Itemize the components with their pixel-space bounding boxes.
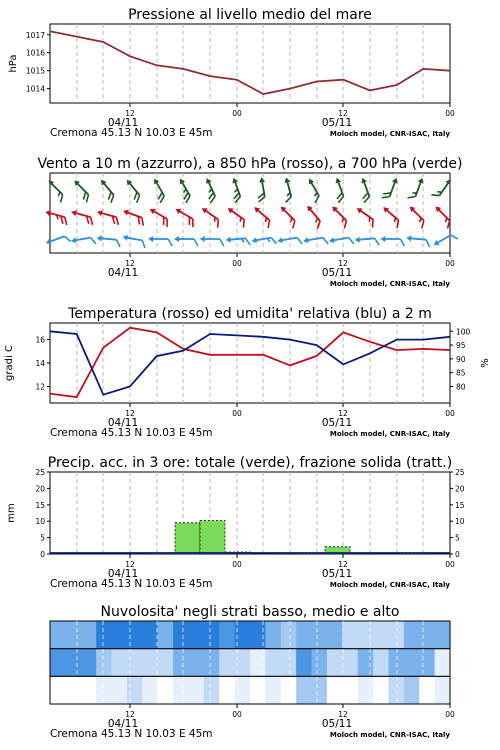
plot-frame bbox=[50, 24, 450, 103]
y2-tick-label: 25 bbox=[455, 468, 465, 477]
model-credit: Moloch model, CNR-ISAC, Italy bbox=[329, 130, 450, 138]
cloud-cell bbox=[358, 676, 374, 704]
cloud-cell bbox=[358, 649, 374, 677]
wind-barb bbox=[431, 204, 455, 228]
cloud-cell bbox=[296, 621, 312, 649]
cloud-cell bbox=[158, 621, 174, 649]
cloud-cell bbox=[265, 649, 281, 677]
date-label: 04/11 bbox=[107, 718, 139, 730]
barb-shaft bbox=[127, 238, 143, 241]
y-tick-label: 0 bbox=[40, 550, 45, 559]
cloud-cell bbox=[142, 676, 158, 704]
barb-shaft bbox=[179, 211, 193, 219]
chart-title: Temperatura (rosso) ed umidita' relativa (blu) a 2 m bbox=[68, 306, 432, 322]
x-tick-label: 00 bbox=[232, 710, 242, 719]
barb-head bbox=[174, 206, 181, 214]
cloud-cell bbox=[65, 676, 81, 704]
cloud-cell bbox=[204, 649, 220, 677]
cloud-cell bbox=[435, 676, 451, 704]
barb-shaft bbox=[410, 238, 426, 239]
barb-feather bbox=[426, 240, 431, 247]
cloud-cell bbox=[127, 621, 143, 649]
cloud-cell bbox=[265, 676, 281, 704]
barb-feather bbox=[431, 192, 439, 199]
barb-head bbox=[392, 177, 399, 184]
cloud-cell bbox=[50, 621, 66, 649]
chart-title: Nuvolosita' negli strati basso, medio e alto bbox=[100, 604, 400, 620]
pressure-line bbox=[50, 31, 450, 94]
wind-barb bbox=[96, 235, 121, 247]
location-label: Cremona 45.13 N 10.03 E 45m bbox=[50, 578, 213, 590]
barb-head bbox=[380, 236, 385, 242]
x-tick-label: 12 bbox=[338, 560, 348, 569]
cloud-cell bbox=[112, 621, 128, 649]
barb-shaft bbox=[415, 181, 420, 196]
y2-tick-label: 80 bbox=[456, 382, 466, 392]
wind-barb bbox=[148, 177, 169, 203]
cloud-cell bbox=[373, 649, 389, 677]
cloud-cell bbox=[388, 676, 404, 704]
barb-shaft bbox=[205, 210, 218, 219]
model-credit: Moloch model, CNR-ISAC, Italy bbox=[329, 430, 450, 438]
cloud-cell bbox=[296, 676, 312, 704]
wind-barb bbox=[380, 236, 404, 246]
y2-tick-label: 15 bbox=[455, 500, 465, 510]
barb-shaft bbox=[413, 209, 424, 220]
barb-feather bbox=[89, 217, 95, 225]
date-label: 04/11 bbox=[107, 267, 139, 279]
barb-head bbox=[148, 236, 153, 242]
barb-head bbox=[70, 209, 76, 216]
plot-frame bbox=[50, 323, 450, 403]
barb-feather bbox=[189, 219, 196, 227]
y-tick-label: 1014 bbox=[25, 84, 45, 94]
cloud-cell bbox=[404, 621, 420, 649]
wind-barb bbox=[227, 177, 245, 203]
wind-barb bbox=[121, 208, 147, 226]
cloud-cell bbox=[312, 676, 328, 704]
cloud-cell bbox=[419, 621, 435, 649]
cloud-cell bbox=[142, 649, 158, 677]
barb-head bbox=[96, 209, 102, 216]
barb-feather bbox=[375, 238, 380, 245]
cloud-cell bbox=[50, 676, 66, 704]
barb-feather bbox=[246, 238, 251, 245]
wind-barb bbox=[353, 206, 378, 228]
y2-tick-label: 95 bbox=[456, 341, 466, 351]
cloud-cell bbox=[158, 649, 174, 677]
cloud-cell bbox=[204, 621, 220, 649]
barb-shaft bbox=[311, 182, 319, 196]
date-label: 04/11 bbox=[107, 417, 139, 429]
barb-head bbox=[122, 208, 129, 215]
wind-barb bbox=[69, 209, 95, 225]
wind-barb bbox=[121, 178, 144, 203]
barb-feather bbox=[323, 237, 328, 245]
wind-barb bbox=[45, 232, 71, 250]
cloud-cell bbox=[188, 649, 204, 677]
panel-temperature-humidity bbox=[4, 306, 491, 439]
x-tick-label: 12 bbox=[125, 109, 135, 118]
barb-shaft bbox=[284, 209, 295, 220]
x-tick-label: 00 bbox=[445, 710, 455, 719]
cloud-cell bbox=[296, 649, 312, 677]
barb-head bbox=[334, 177, 341, 184]
wind-barb bbox=[354, 235, 379, 247]
x-tick-label: 00 bbox=[232, 109, 242, 118]
cloud-cell bbox=[204, 676, 220, 704]
wind-barb bbox=[327, 204, 351, 228]
cloud-cell bbox=[373, 621, 389, 649]
cloud-cell bbox=[373, 676, 389, 704]
y2-tick-label: 0 bbox=[455, 550, 460, 559]
barb-shaft bbox=[437, 235, 451, 243]
barb-shaft bbox=[359, 238, 375, 239]
date-label: 05/11 bbox=[321, 568, 353, 580]
barb-shaft bbox=[103, 183, 113, 195]
cloud-cell bbox=[419, 649, 435, 677]
barb-feather bbox=[285, 197, 293, 203]
barb-feather bbox=[141, 240, 146, 248]
barb-shaft bbox=[51, 183, 62, 194]
barb-feather bbox=[115, 217, 121, 225]
wind-barb bbox=[303, 177, 324, 203]
panel-cloud-cover bbox=[50, 604, 455, 740]
barb-feather bbox=[220, 239, 224, 246]
date-label: 04/11 bbox=[107, 568, 139, 580]
x-tick-label: 12 bbox=[125, 259, 135, 268]
panel-wind bbox=[37, 156, 462, 288]
x-tick-label: 12 bbox=[338, 109, 348, 118]
wind-barb bbox=[408, 175, 426, 201]
wind-barb bbox=[302, 204, 325, 229]
cloud-cell bbox=[327, 621, 343, 649]
y2-tick-label: 90 bbox=[456, 354, 466, 364]
date-label: 05/11 bbox=[321, 417, 353, 429]
x-tick-label: 00 bbox=[445, 109, 455, 118]
cloud-cell bbox=[127, 649, 143, 677]
model-credit: Moloch model, CNR-ISAC, Italy bbox=[329, 280, 450, 288]
barb-shaft bbox=[360, 210, 373, 219]
cloud-cell bbox=[188, 676, 204, 704]
cloud-cell bbox=[419, 676, 435, 704]
barb-feather bbox=[400, 239, 404, 246]
barb-feather bbox=[315, 221, 323, 229]
y2-axis-label: % bbox=[480, 358, 491, 368]
cloud-cell bbox=[281, 649, 297, 677]
wind-barb bbox=[405, 204, 429, 228]
date-label: 05/11 bbox=[321, 267, 353, 279]
x-tick-label: 12 bbox=[338, 259, 348, 268]
wind-barb bbox=[174, 236, 198, 246]
wind-barb bbox=[44, 178, 68, 202]
x-tick-label: 12 bbox=[338, 409, 348, 418]
cloud-cell bbox=[173, 649, 189, 677]
wind-barb bbox=[96, 178, 119, 203]
barb-head bbox=[328, 237, 334, 244]
cloud-cell bbox=[435, 649, 451, 677]
barb-feather bbox=[65, 235, 71, 243]
x-tick-label: 12 bbox=[125, 409, 135, 418]
barb-shaft bbox=[231, 210, 244, 219]
cloud-cell bbox=[219, 649, 235, 677]
location-label: Cremona 45.13 N 10.03 E 45m bbox=[50, 127, 213, 139]
y2-tick-label: 5 bbox=[455, 533, 460, 543]
cloud-cell bbox=[96, 621, 112, 649]
cloud-cell bbox=[327, 676, 343, 704]
barb-head bbox=[200, 236, 205, 242]
chart-title: Precip. acc. in 3 ore: totale (verde), frazione solida (tratt.) bbox=[47, 455, 453, 471]
wind-barb bbox=[121, 234, 146, 248]
wind-barb bbox=[379, 205, 404, 228]
cloud-cell bbox=[281, 621, 297, 649]
wind-barb bbox=[174, 177, 195, 203]
barb-feather bbox=[408, 194, 416, 200]
barb-head bbox=[360, 177, 367, 184]
cloud-cell bbox=[81, 649, 97, 677]
barb-head bbox=[432, 240, 439, 248]
cloud-cell bbox=[404, 649, 420, 677]
model-credit: Moloch model, CNR-ISAC, Italy bbox=[329, 581, 450, 589]
date-label: 05/11 bbox=[321, 117, 353, 129]
barb-head bbox=[70, 237, 76, 244]
barb-shaft bbox=[129, 183, 139, 195]
y-axis-label: gradi C bbox=[4, 345, 15, 381]
y-tick-label: 20 bbox=[35, 484, 45, 494]
barb-shaft bbox=[439, 182, 448, 195]
barb-feather bbox=[271, 237, 276, 245]
cloud-cell bbox=[188, 621, 204, 649]
barb-shaft bbox=[230, 238, 246, 239]
y-axis-label: mm bbox=[6, 503, 17, 523]
cloud-cell bbox=[81, 676, 97, 704]
cloud-cell bbox=[281, 676, 297, 704]
barb-feather bbox=[382, 194, 390, 200]
wind-barb bbox=[251, 234, 276, 248]
barb-head bbox=[96, 235, 102, 241]
wind-barb bbox=[95, 209, 121, 225]
cloud-cell bbox=[65, 621, 81, 649]
cloud-cell bbox=[219, 676, 235, 704]
y2-tick-label: 85 bbox=[456, 368, 466, 378]
cloud-cell bbox=[342, 649, 358, 677]
cloud-cell bbox=[81, 621, 97, 649]
cloud-cell bbox=[65, 649, 81, 677]
cloud-cell bbox=[219, 621, 235, 649]
barb-shaft bbox=[127, 212, 142, 217]
y-tick-label: 10 bbox=[35, 517, 45, 527]
cloud-cell bbox=[312, 621, 328, 649]
precip-bar bbox=[200, 521, 225, 555]
barb-shaft bbox=[390, 181, 395, 196]
wind-barb bbox=[146, 206, 172, 227]
barb-feather bbox=[297, 237, 302, 245]
barb-shaft bbox=[333, 238, 349, 241]
y-tick-label: 12 bbox=[35, 382, 45, 392]
x-tick-label: 00 bbox=[232, 560, 242, 569]
barb-feather bbox=[91, 237, 96, 245]
barb-shaft bbox=[49, 236, 64, 241]
cloud-cell bbox=[158, 676, 174, 704]
wind-barb bbox=[330, 177, 348, 203]
barb-feather bbox=[116, 240, 121, 247]
precip-bar bbox=[175, 523, 200, 554]
y-axis-label: hPa bbox=[8, 54, 19, 73]
barb-head bbox=[418, 177, 425, 184]
location-label: Cremona 45.13 N 10.03 E 45m bbox=[50, 427, 213, 439]
barb-head bbox=[251, 237, 257, 244]
cloud-cell bbox=[127, 676, 143, 704]
panel-pressure bbox=[8, 7, 455, 139]
y-tick-label: 5 bbox=[40, 533, 45, 543]
wind-barb bbox=[276, 204, 300, 228]
cloud-cell bbox=[342, 676, 358, 704]
x-tick-label: 00 bbox=[232, 259, 242, 268]
cloud-cell bbox=[96, 676, 112, 704]
barb-head bbox=[174, 236, 179, 242]
barb-head bbox=[354, 237, 360, 243]
barb-head bbox=[177, 177, 185, 184]
y-tick-label: 25 bbox=[35, 468, 45, 477]
cloud-cell bbox=[112, 676, 128, 704]
y2-tick-label: 100 bbox=[456, 327, 471, 337]
wind-barb bbox=[225, 235, 250, 247]
wind-barb bbox=[198, 206, 223, 228]
wind-barb bbox=[70, 234, 95, 248]
cloud-cell bbox=[96, 649, 112, 677]
wind-barb bbox=[356, 177, 374, 203]
barb-shaft bbox=[281, 238, 297, 241]
chart-title: Pressione al livello medio del mare bbox=[128, 7, 372, 23]
barb-head bbox=[277, 237, 283, 244]
barb-shaft bbox=[307, 238, 323, 241]
wind-barb bbox=[69, 178, 93, 202]
chart-title: Vento a 10 m (azzurro), a 850 hPa (rosso), a 700 hPa (verde) bbox=[37, 156, 463, 172]
barb-feather bbox=[451, 233, 458, 241]
y-tick-label: 1016 bbox=[25, 48, 45, 58]
wind-barb bbox=[406, 235, 431, 247]
humidity-line bbox=[50, 331, 450, 394]
wind-barb bbox=[250, 205, 275, 228]
panel-precipitation bbox=[6, 455, 465, 590]
model-credit: Moloch model, CNR-ISAC, Italy bbox=[329, 731, 450, 739]
cloud-cell bbox=[388, 621, 404, 649]
cloud-cell bbox=[173, 621, 189, 649]
wind-barb bbox=[44, 209, 70, 225]
x-tick-label: 12 bbox=[125, 710, 135, 719]
barb-feather bbox=[194, 239, 198, 246]
barb-shaft bbox=[310, 209, 320, 221]
barb-head bbox=[283, 177, 290, 183]
x-tick-label: 00 bbox=[445, 560, 455, 569]
barb-feather bbox=[168, 239, 172, 246]
cloud-cell bbox=[358, 621, 374, 649]
barb-head bbox=[306, 177, 314, 184]
barb-head bbox=[122, 234, 128, 241]
date-label: 05/11 bbox=[321, 718, 353, 730]
barb-head bbox=[225, 237, 231, 243]
cloud-cell bbox=[404, 676, 420, 704]
x-tick-label: 00 bbox=[445, 259, 455, 268]
y-tick-label: 16 bbox=[35, 335, 45, 345]
barb-feather bbox=[214, 220, 221, 228]
y2-tick-label: 20 bbox=[455, 484, 465, 494]
cloud-cell bbox=[112, 649, 128, 677]
wind-barb bbox=[328, 234, 353, 248]
barb-feather bbox=[63, 217, 69, 225]
wind-barb bbox=[279, 177, 295, 203]
x-tick-label: 12 bbox=[338, 710, 348, 719]
y-tick-label: 1015 bbox=[25, 66, 45, 76]
cloud-cell bbox=[342, 621, 358, 649]
x-tick-label: 00 bbox=[445, 409, 455, 418]
barb-feather bbox=[164, 219, 171, 227]
cloud-cell bbox=[265, 621, 281, 649]
barb-shaft bbox=[153, 211, 167, 219]
y-tick-label: 15 bbox=[35, 500, 45, 510]
wind-barb bbox=[172, 206, 198, 227]
wind-barb bbox=[148, 236, 172, 246]
location-label: Cremona 45.13 N 10.03 E 45m bbox=[50, 728, 213, 740]
barb-head bbox=[258, 177, 265, 183]
date-label: 04/11 bbox=[107, 117, 139, 129]
cloud-cell bbox=[142, 621, 158, 649]
cloud-cell bbox=[173, 676, 189, 704]
wind-barb bbox=[254, 177, 268, 202]
y-tick-label: 1017 bbox=[25, 30, 45, 40]
wind-barb bbox=[200, 236, 224, 246]
cloud-cell bbox=[327, 649, 343, 677]
cloud-cell bbox=[312, 649, 328, 677]
y-tick-label: 14 bbox=[35, 359, 45, 368]
barb-head bbox=[148, 206, 155, 214]
temperature-line bbox=[50, 328, 450, 397]
wind-barb bbox=[224, 206, 249, 228]
plot-frame bbox=[50, 472, 450, 554]
wind-barb bbox=[432, 230, 458, 251]
barb-feather bbox=[140, 218, 146, 226]
barb-shaft bbox=[77, 183, 88, 194]
barb-shaft bbox=[438, 209, 449, 220]
y2-tick-label: 10 bbox=[455, 517, 465, 527]
barb-shaft bbox=[335, 209, 346, 220]
cloud-cell bbox=[388, 649, 404, 677]
barb-feather bbox=[349, 237, 354, 245]
x-tick-label: 12 bbox=[125, 560, 135, 569]
barb-head bbox=[406, 235, 412, 241]
wind-barb bbox=[303, 234, 328, 248]
x-tick-label: 00 bbox=[232, 409, 242, 418]
cloud-cell bbox=[50, 649, 66, 677]
barb-feather bbox=[240, 220, 247, 228]
barb-head bbox=[303, 237, 309, 244]
cloud-cell bbox=[435, 621, 451, 649]
barb-head bbox=[152, 177, 160, 184]
